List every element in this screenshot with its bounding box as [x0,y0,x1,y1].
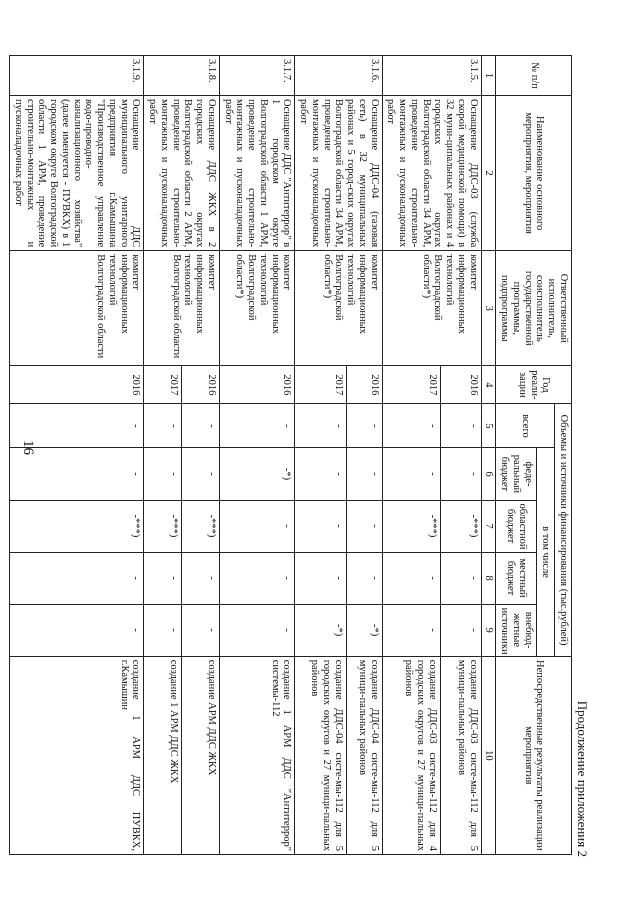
local: - [220,552,296,604]
federal: - [10,448,144,500]
regional: -***) [440,500,481,552]
header-volumes: Объемы и источники финансирования (тыс.рублей) [555,404,572,656]
local: - [144,552,182,604]
row-number: 3.1.8. [144,56,220,96]
header-name: Наименование основного мероприятия, мероприятия [496,96,572,251]
header-result: Непосредственные результаты реализации мероприятия [496,656,572,854]
federal: - [295,448,346,500]
col-number: 9 [481,604,496,656]
table-row [220,56,296,855]
col-number: 10 [481,656,496,854]
result: создание ДДС-03 систе-мы-112 для 5 муници-пальных районов [440,656,481,854]
regional: -***) [182,500,220,552]
result: создание ДДС-04 систе-мы-112 для 5 городских округов и 27 муници-пальных районов [295,656,346,854]
result: создание АРМ ДДС ЖКХ [182,656,220,854]
year: 2016 [182,366,220,404]
header-including: в том числе [536,448,555,656]
header-federal: феде-ральный бюджет [496,448,536,500]
year: 2017 [382,366,440,404]
row-number: 3.1.5. [382,56,481,96]
federal: - [144,448,182,500]
regional: -***) [10,500,144,552]
measure-name: Оснащение ДДС "Антитеррор" в 1 городском округе Волгоградской области 1 АРМ, проведение строительно-монтажных и пусконаладочных работ [220,96,296,251]
federal: - [382,448,440,500]
federal: - [346,448,382,500]
row-number: 3.1.7. [220,56,296,96]
local: - [382,552,440,604]
col-number: 4 [481,366,496,404]
local: - [346,552,382,604]
col-number: 8 [481,552,496,604]
regional: - [346,500,382,552]
year: 2017 [144,366,182,404]
measure-name: Оснащение ДДС ЖКХ в 2 городских округах Волгоградской области 2 АРМ, проведение строительно-монтажных и пусконаладочных работ [144,96,220,251]
row-number: 3.1.6. [295,56,382,96]
total: - [295,404,346,448]
header-extrabudget: внебюд-жетные источники [496,604,536,656]
total: - [440,404,481,448]
extrabudget: - [382,604,440,656]
total: - [10,404,144,448]
result: создание 1 АРМ ДДС "Антитеррор" системы-112 [220,656,296,854]
total: - [220,404,296,448]
row-number: 3.1.9. [10,56,144,96]
measure-name: Оснащение ДДС муниципального унитарного предприятия г.Камышина "Производственное управление водо-проводно-канализационного хозяйства" (далее именуется - ПУВКХ) в 1 городском округе Волгоградской области 1 АРМ, проведение строительно-монтажных и пусконаладочных работ [10,96,144,251]
header-responsible: Ответственный исполнитель, соисполнитель государственной программы, подпрограммы [496,251,572,366]
total: - [182,404,220,448]
table-row [182,56,220,855]
table-row [10,56,144,855]
extrabudget: - [144,604,182,656]
year: 2016 [220,366,296,404]
header-regional: областной бюджет [496,500,536,552]
result: создание 1 АРМ ДДС ПУВКХ, г.Камышин [10,656,144,854]
col-number: 3 [481,251,496,366]
regional: -***) [144,500,182,552]
col-number: 5 [481,404,496,448]
federal: - [182,448,220,500]
responsible: комитет информационных технологий Волгоградской области [144,251,220,366]
header-local: местный бюджет [496,552,536,604]
col-number: 1 [481,56,496,96]
result: создание ДДС-03 систе-мы-112 для 4 городских округов и 27 муници-пальных районов [382,656,440,854]
responsible: комитет информационных технологий Волгоградской области*) [295,251,382,366]
continuation-caption: Продолжение приложения 2 [575,700,590,857]
extrabudget: - [220,604,296,656]
header-year: Год реали-зации [496,366,572,404]
total: - [346,404,382,448]
header-total: всего [496,404,555,448]
col-number: 2 [481,96,496,251]
col-number: 7 [481,500,496,552]
program-table [9,55,572,855]
result: создание ДДС-04 систе-мы-112 для 5 муници-пальных районов [346,656,382,854]
measure-name: Оснащение ДДС-03 (служба скорой медицинской помощи) в 32 муни-ципальных районах и 4 городских округах Волгоградской области 34 АРМ, проведение строительно-монтажных и пусконаладочных работ [382,96,481,251]
extrabudget: -*) [295,604,346,656]
federal: -*) [220,448,296,500]
table-row [346,56,382,855]
total: - [144,404,182,448]
federal: - [440,448,481,500]
page-number: 16 [20,440,36,455]
extrabudget: - [10,604,144,656]
result: создание 1 АРМ ДДС ЖКХ [144,656,182,854]
regional: -***) [382,500,440,552]
measure-name: Оснащение ДДС-04 (газовая сеть) в 32 муниципальных районах и 5 город-ских округах Волгоградской области 34 АРМ, проведение строительно-монтажных и пусконаладочных работ [295,96,382,251]
responsible: комитет информационных технологий Волгоградской области*) [220,251,296,366]
year: 2016 [10,366,144,404]
extrabudget: -*) [346,604,382,656]
header-num: № п/п [496,56,572,96]
extrabudget: - [182,604,220,656]
local: - [440,552,481,604]
local: - [295,552,346,604]
local: - [182,552,220,604]
extrabudget: - [440,604,481,656]
year: 2016 [440,366,481,404]
responsible: комитет информационных технологий Волгоградской области*) [382,251,481,366]
regional: - [295,500,346,552]
col-number: 6 [481,448,496,500]
year: 2017 [295,366,346,404]
local: - [10,552,144,604]
total: - [382,404,440,448]
year: 2016 [346,366,382,404]
table-row [440,56,481,855]
responsible: комитет информационных технологий Волгоградской области [10,251,144,366]
regional: - [220,500,296,552]
